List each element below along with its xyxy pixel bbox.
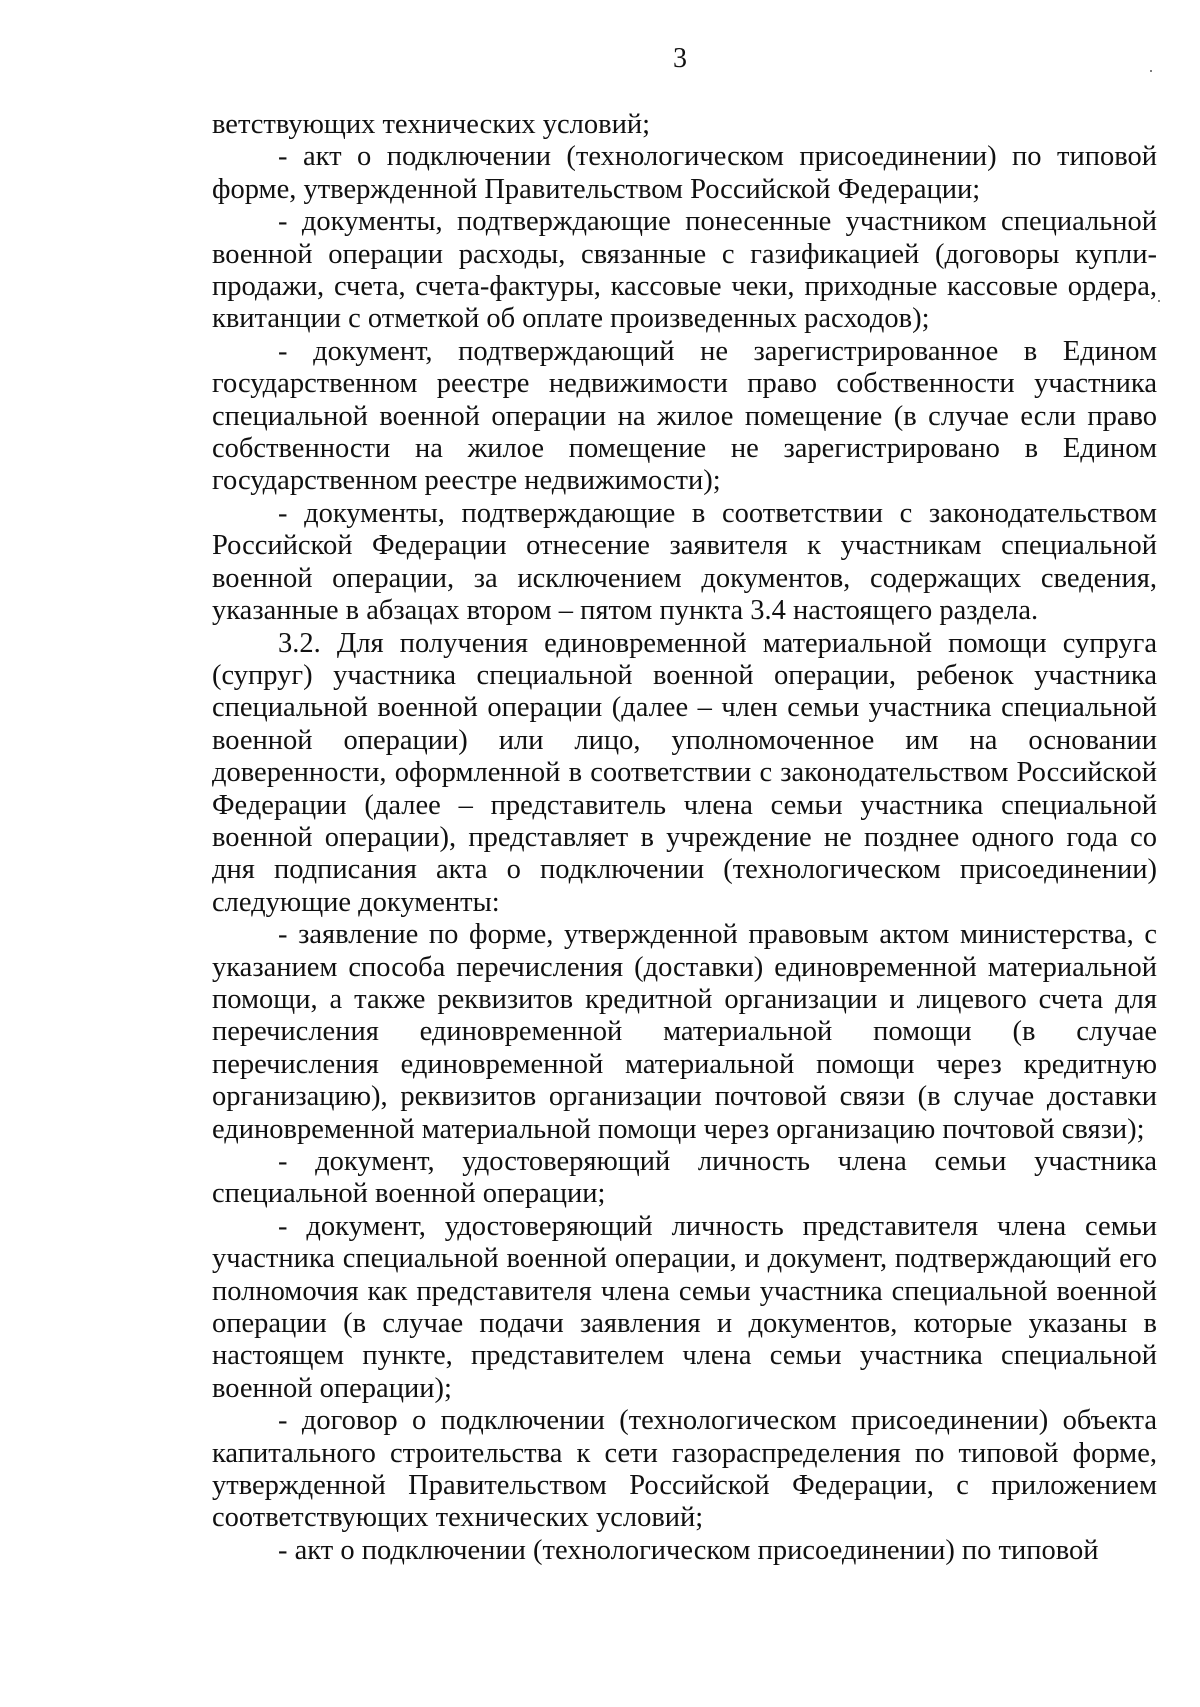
list-item-representative-document: - документ, удостоверяющий личность представителя члена семьи участника специальной военной операции, и документ, подтверждающий его полномочия как представителя члена семьи участника специальной военной операции (в случае подачи заявления и документов, которые указаны в настоящем пункте, представителем члена семьи участника специальной военной операции); bbox=[212, 1210, 1157, 1404]
page-number: 3 bbox=[673, 43, 687, 74]
list-item-status-documents: - документы, подтверждающие в соответствии с законодательством Российской Федерации отнесение заявителя к участникам специальной военной операции, за исключением документов, содержащих сведения, указанные в абзацах втором – пятом пункта 3.4 настоящего раздела. bbox=[212, 497, 1157, 627]
paragraph-continuation: ветствующих технических условий; bbox=[212, 109, 650, 140]
list-item-connection-contract: - договор о подключении (технологическом присоединении) объекта капитального строительства к сети газораспределения по типовой форме, утвержденной Правительством Российской Федерации, с приложением соответствующих технических условий; bbox=[212, 1405, 1157, 1534]
scan-speck bbox=[1158, 300, 1160, 302]
list-item-application: - заявление по форме, утвержденной правовым актом министерства, с указанием способа перечисления (доставки) единовременной материальной помощи, а также реквизитов кредитной организации и лицевого счета для перечисления единовременной материальной помощи (в случае перечисления единовременной материальной помощи через кредитную организацию), реквизитов организации почтовой связи (в случае доставки единовременной материальной помощи через организацию почтовой связи); bbox=[212, 919, 1157, 1145]
list-item-ownership-document: - документ, подтверждающий не зарегистрированное в Едином государственном реестре недвижимости право собственности участника специальной военной операции на жилое помещение (в случае если право собственности на жилое помещение не зарегистрировано в Едином государственном реестре недвижимости); bbox=[212, 335, 1157, 497]
list-item-act: - акт о подключении (технологическом присоединении) по типовой форме, утвержденной Правительством Российской Федерации; bbox=[212, 141, 1157, 205]
section-3-2-paragraph: 3.2. Для получения единовременной материальной помощи супруга (супруг) участника специальной военной операции, ребенок участника специальной военной операции (далее – член семьи участника специальной военной операции) или лицо, уполномоченное им на основании доверенности, оформленной в соответствии с законодательством Российской Федерации (далее – представитель члена семьи участника специальной военной операции), представляет в учреждение не позднее одного года со дня подписания акта о подключении (технологическом присоединении) следующие документы: bbox=[212, 627, 1157, 918]
list-item-identity-document: - документ, удостоверяющий личность члена семьи участника специальной военной операции; bbox=[212, 1146, 1157, 1210]
list-item-expense-documents: - документы, подтверждающие понесенные участником специальной военной операции расходы, связанные с газификацией (договоры купли-продажи, счета, счета-фактуры, кассовые чеки, приходные кассовые ордера, квитанции с отметкой об оплате произведенных расходов); bbox=[212, 206, 1157, 335]
scan-speck bbox=[1150, 70, 1152, 72]
list-item-connection-act: - акт о подключении (технологическом присоединении) по типовой bbox=[278, 1534, 1099, 1566]
document-body bbox=[212, 109, 1157, 1567]
